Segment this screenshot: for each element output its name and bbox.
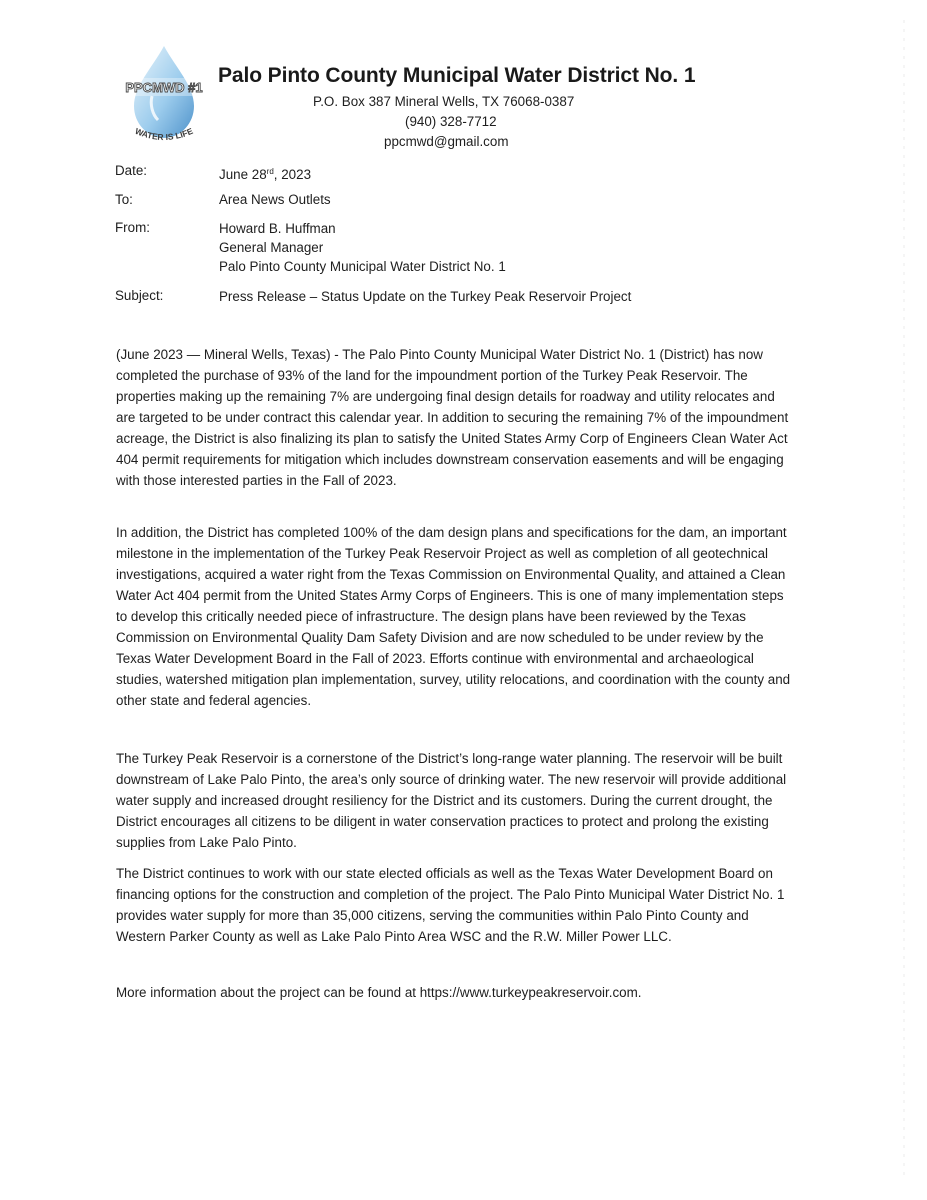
from-name: Howard B. Huffman bbox=[219, 221, 336, 236]
date-ordinal: rd bbox=[266, 167, 274, 176]
date-year: , 2023 bbox=[273, 167, 312, 182]
to-value: Area News Outlets bbox=[219, 192, 331, 207]
from-label: From: bbox=[115, 220, 150, 235]
subject-label: Subject: bbox=[115, 288, 164, 303]
body-paragraph-3: The Turkey Peak Reservoir is a cornerstone of the District’s long-range water planning. The reservoir will be built downstream of Lake Palo Pinto, the area’s only source of drinking water. The new reservoir will provide additional water supply and increased drought resiliency for the District and its customers. During the current drought, the District encourages all citizens to be diligent in water conservation practices to protect and prolong the existing supplies from Lake Palo Pinto. bbox=[116, 751, 787, 850]
logo-tagline: WATER IS LIFE bbox=[133, 125, 195, 143]
org-email: ppcmwd@gmail.com bbox=[384, 134, 509, 149]
district-logo bbox=[112, 42, 216, 152]
logo-text: PPCMWD #1 bbox=[125, 80, 203, 95]
org-name: Palo Pinto County Municipal Water District No. 1 bbox=[218, 64, 696, 87]
date-label: Date: bbox=[115, 163, 148, 178]
date-month-day: June 28 bbox=[219, 167, 267, 182]
body-paragraph-1: (June 2023 — Mineral Wells, Texas) - The Palo Pinto County Municipal Water District No. 1 (District) has now completed the purchase of 93% of the land for the impoundment portion of the Turkey Peak Reservoir. The properties making up the remaining 7% are undergoing final design details for roadway and utility relocates and are targeted to be under contract this calendar year. In addition to securing the remaining 7% of the impoundment acreage, the District is also finalizing its plan to satisfy the United States Army Corp of Engineers Clean Water Act 404 permit requirements for mitigation which includes downstream conservation easements and will be engaging with those interested parties in the Fall of 2023. bbox=[116, 347, 789, 488]
org-address: P.O. Box 387 Mineral Wells, TX 76068-0387 bbox=[313, 94, 575, 109]
body-paragraph-2: In addition, the District has completed 100% of the dam design plans and specifications for the dam, an important milestone in the implementation of the Turkey Peak Reservoir Project as well as completion of all geotechnical investigations, acquired a water right from the Texas Commission on Environmental Quality, and attained a Clean Water Act 404 permit from the United States Army Corps of Engineers. This is one of many implementation steps to develop this critically needed piece of infrastructure. The design plans have been reviewed by the Texas Commission on Environmental Quality Dam Safety Division and are now scheduled to be under review by the Texas Water Development Board in the Fall of 2023. Efforts continue with environmental and archaeological studies, watershed mitigation plan implementation, survey, utility relocations, and coordination with the county and other state and federal agencies. bbox=[116, 525, 791, 708]
date-value bbox=[219, 162, 311, 184]
body-paragraph-5: More information about the project can be found at https://www.turkeypeakreservoir.com. bbox=[116, 985, 642, 1000]
body-paragraph-4: The District continues to work with our state elected officials as well as the Texas Water Development Board on financing options for the construction and completion of the project. The Palo Pinto Municipal Water District No. 1 provides water supply for more than 35,000 citizens, serving the communities within Palo Pinto County and Western Parker County as well as Lake Palo Pinto Area WSC and the R.W. Miller Power LLC. bbox=[116, 866, 785, 944]
from-title: General Manager bbox=[219, 240, 324, 255]
from-org: Palo Pinto County Municipal Water District No. 1 bbox=[219, 259, 506, 274]
water-drop-icon bbox=[112, 42, 216, 152]
scan-edge-artifact bbox=[903, 20, 905, 1180]
org-phone: (940) 328-7712 bbox=[405, 114, 497, 129]
to-label: To: bbox=[115, 192, 133, 207]
subject-value: Press Release – Status Update on the Turkey Peak Reservoir Project bbox=[219, 289, 632, 304]
